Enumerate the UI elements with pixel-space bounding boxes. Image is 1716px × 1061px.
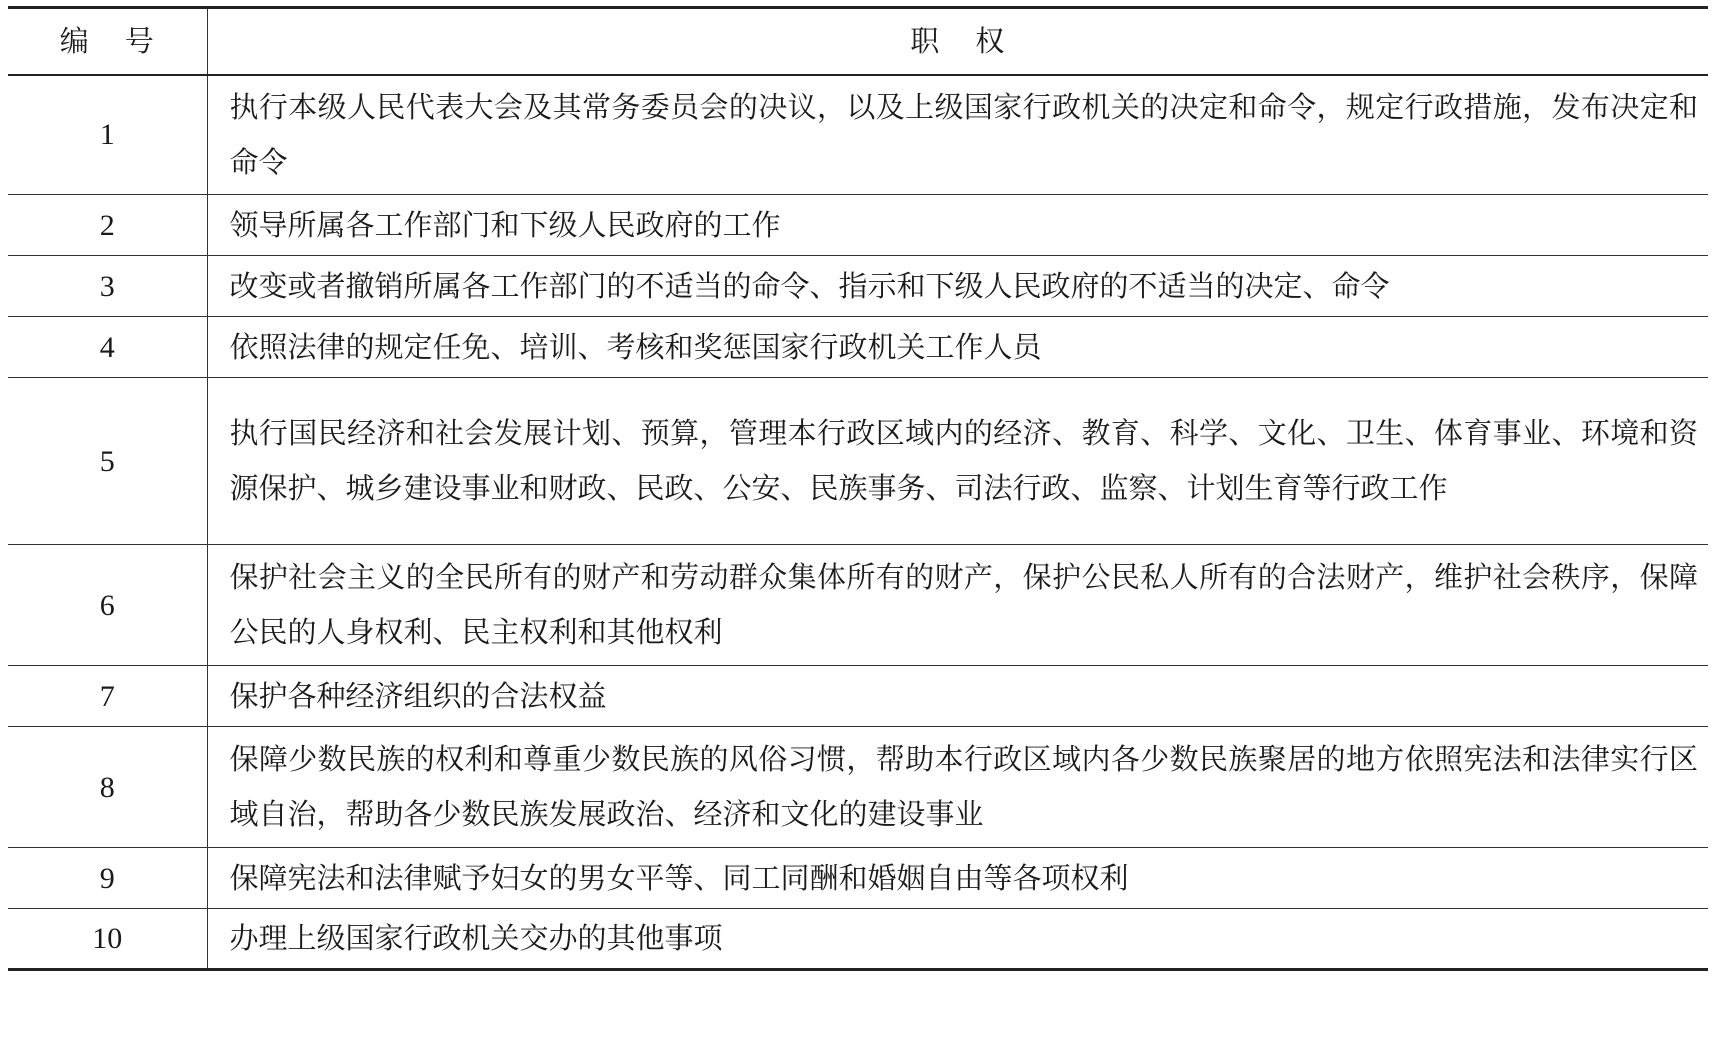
row-duty: 保障少数民族的权利和尊重少数民族的风俗习惯，帮助本行政区域内各少数民族聚居的地方依照宪法和法律实行区域自治，帮助各少数民族发展政治、经济和文化的建设事业 [207, 727, 1708, 848]
row-number: 10 [8, 909, 207, 970]
table-row [8, 727, 1708, 848]
header-duty: 职权 [207, 8, 1708, 75]
row-number: 2 [8, 195, 207, 256]
row-duty: 办理上级国家行政机关交办的其他事项 [207, 909, 1708, 970]
row-duty: 执行国民经济和社会发展计划、预算，管理本行政区域内的经济、教育、科学、文化、卫生、体育事业、环境和资源保护、城乡建设事业和财政、民政、公安、民族事务、司法行政、监察、计划生育等行政工作 [207, 378, 1708, 545]
row-duty: 领导所属各工作部门和下级人民政府的工作 [207, 195, 1708, 256]
duties-table [8, 6, 1708, 971]
row-number: 7 [8, 666, 207, 727]
table-row [8, 256, 1708, 317]
row-number: 1 [8, 75, 207, 195]
table-row [8, 666, 1708, 727]
table-row [8, 195, 1708, 256]
duties-table-container [8, 6, 1708, 971]
row-duty: 执行本级人民代表大会及其常务委员会的决议，以及上级国家行政机关的决定和命令，规定行政措施，发布决定和命令 [207, 75, 1708, 195]
table-row [8, 378, 1708, 545]
table-header-row [8, 8, 1708, 75]
row-duty: 改变或者撤销所属各工作部门的不适当的命令、指示和下级人民政府的不适当的决定、命令 [207, 256, 1708, 317]
row-number: 3 [8, 256, 207, 317]
row-number: 6 [8, 545, 207, 666]
row-duty: 保障宪法和法律赋予妇女的男女平等、同工同酬和婚姻自由等各项权利 [207, 848, 1708, 909]
table-row [8, 909, 1708, 970]
table-row [8, 545, 1708, 666]
row-number: 4 [8, 317, 207, 378]
row-number: 8 [8, 727, 207, 848]
row-duty: 保护社会主义的全民所有的财产和劳动群众集体所有的财产，保护公民私人所有的合法财产，维护社会秩序，保障公民的人身权利、民主权利和其他权利 [207, 545, 1708, 666]
table-row [8, 848, 1708, 909]
row-number: 9 [8, 848, 207, 909]
table-row [8, 75, 1708, 195]
header-number: 编号 [8, 8, 207, 75]
table-row [8, 317, 1708, 378]
row-duty: 依照法律的规定任免、培训、考核和奖惩国家行政机关工作人员 [207, 317, 1708, 378]
row-duty: 保护各种经济组织的合法权益 [207, 666, 1708, 727]
row-number: 5 [8, 378, 207, 545]
